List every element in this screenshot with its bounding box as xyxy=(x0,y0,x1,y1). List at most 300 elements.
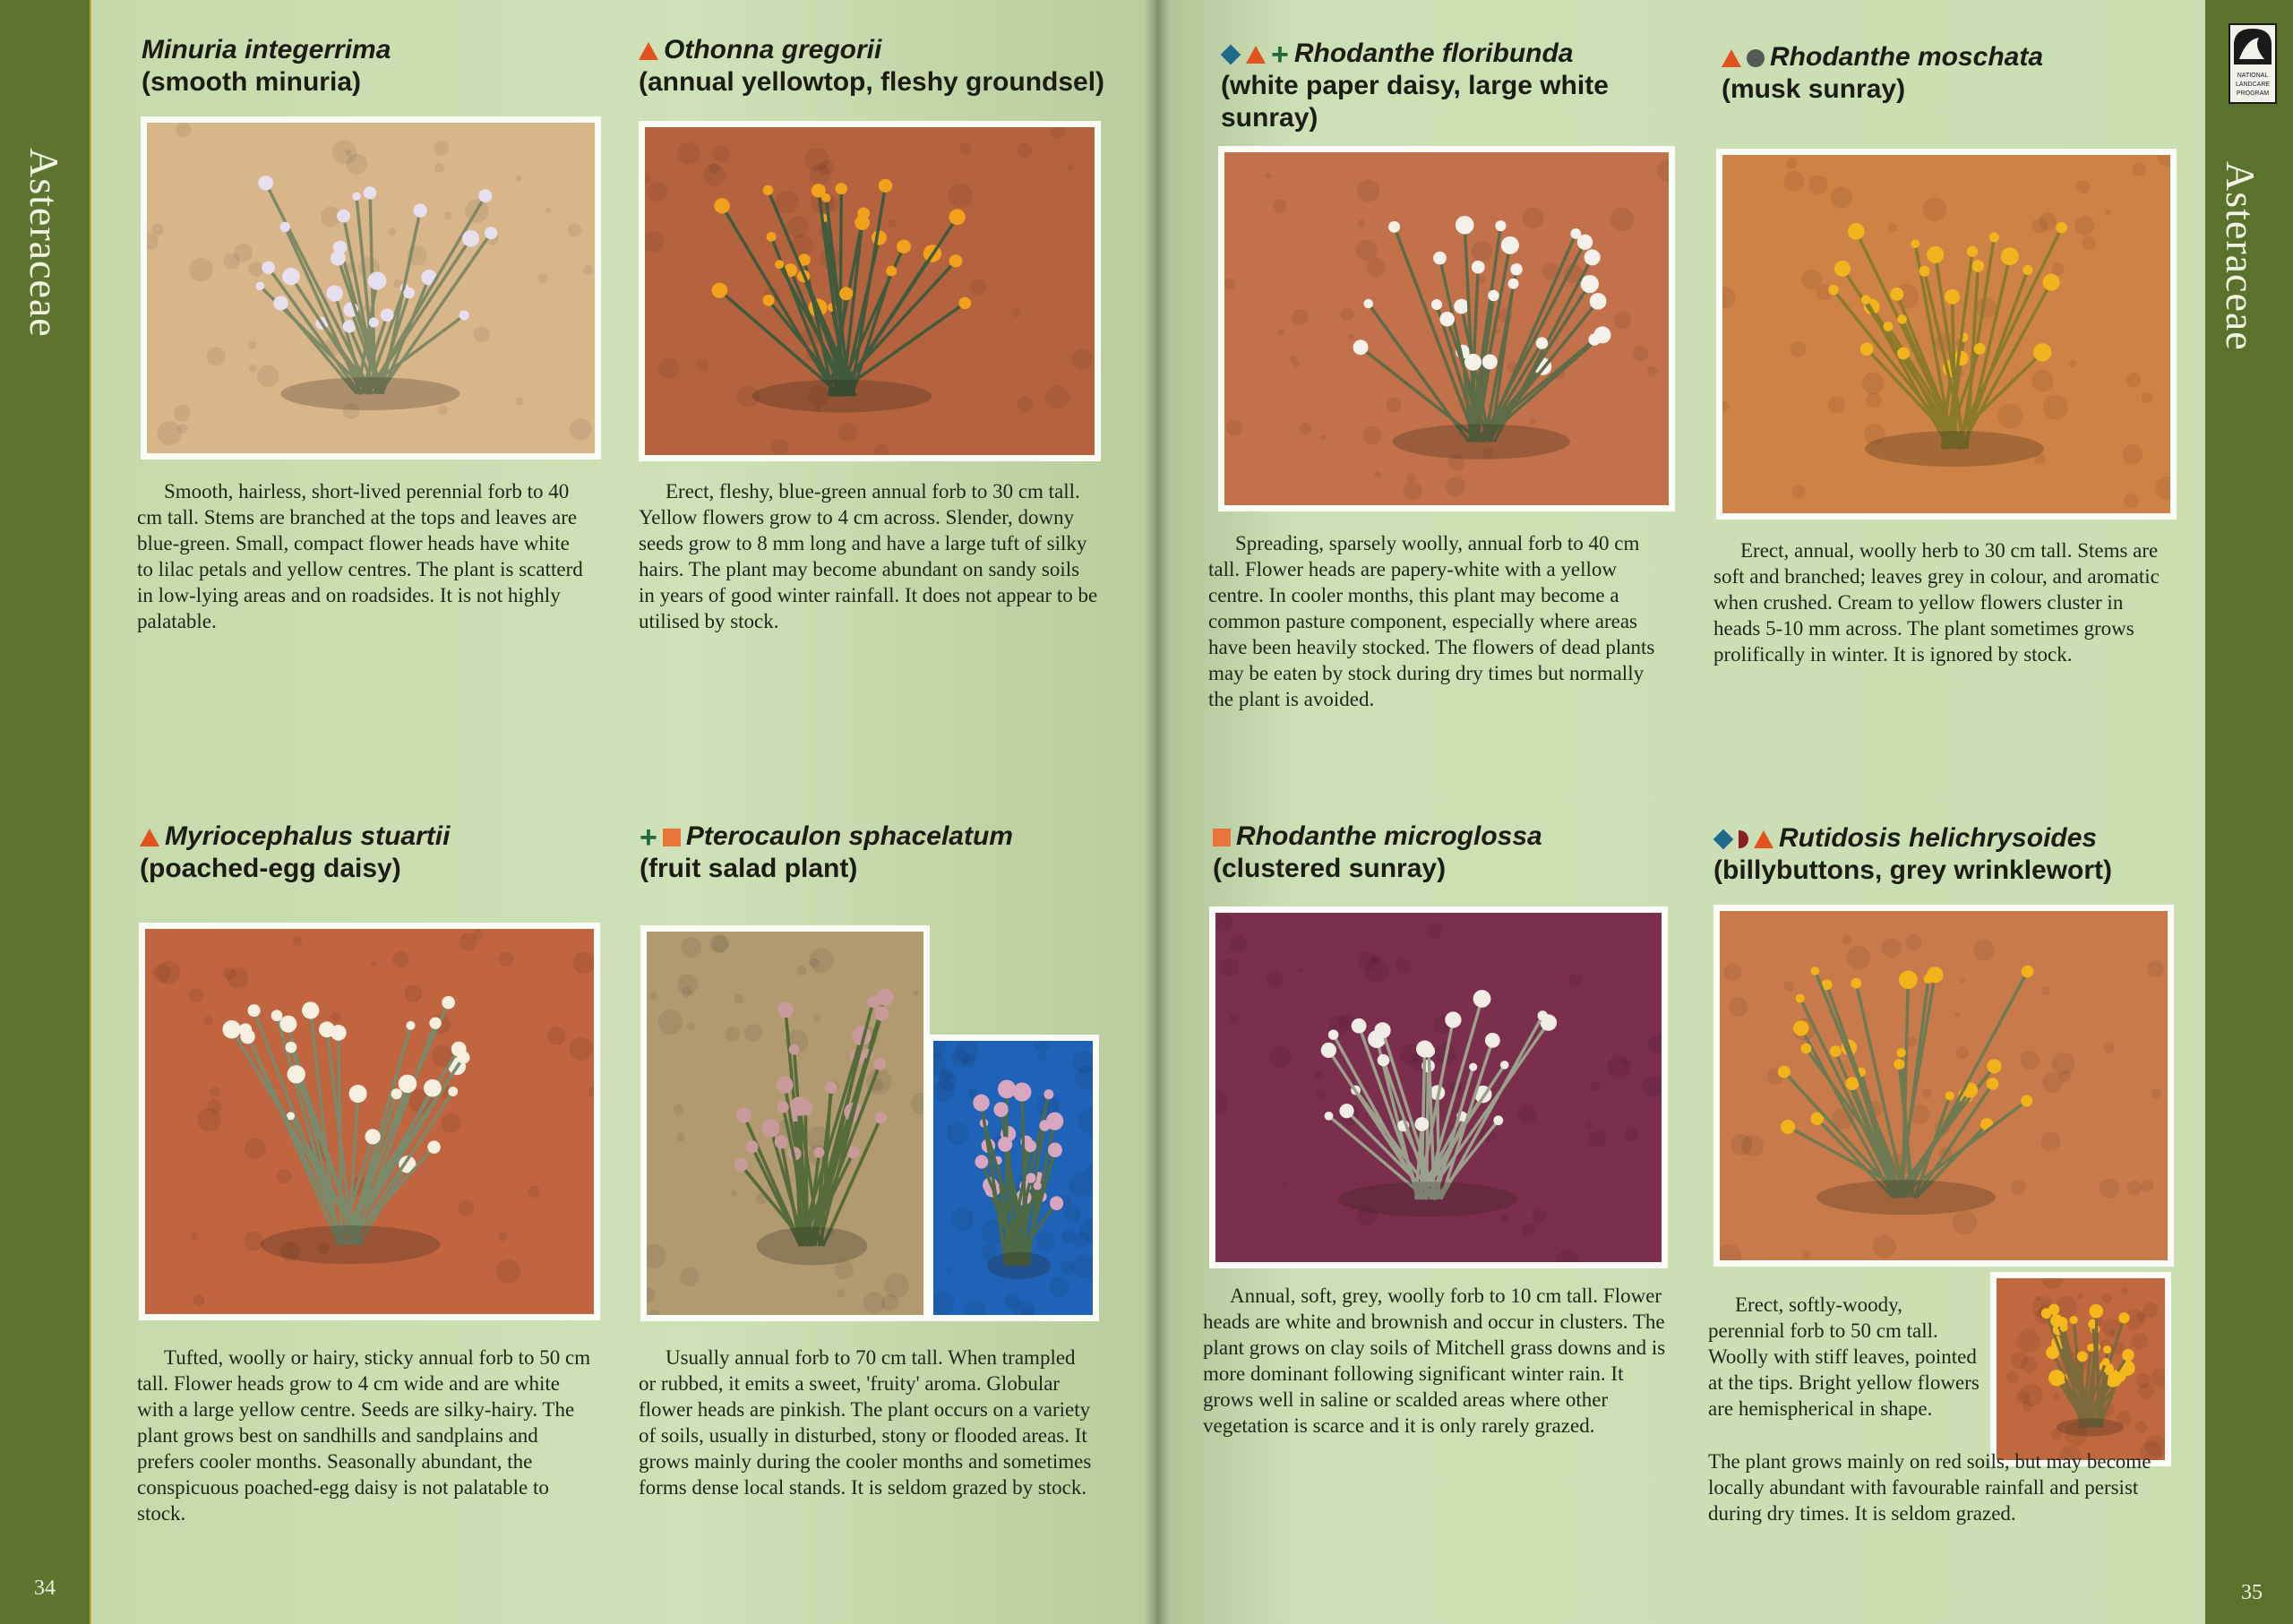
flower-head xyxy=(427,1140,440,1153)
ground-texture xyxy=(249,365,257,373)
flower-head xyxy=(2022,265,2032,275)
flower-head xyxy=(975,1155,988,1168)
flower-head xyxy=(222,1020,240,1038)
ground-texture xyxy=(676,1132,685,1141)
flower-head xyxy=(1884,322,1894,331)
flower-head xyxy=(1501,236,1519,254)
ground-texture xyxy=(1069,1173,1093,1197)
ground-texture xyxy=(1960,978,1965,984)
entry-description: Smooth, hairless, short-lived perennial forb to 40 cm tall. Stems are branched at the tops and leaves are blue-green. Small, compact flower heads have white to lilac petals and yellow centres. The plant is scatterd in low-lying areas and on roadsides. It is not highly palatable. xyxy=(137,480,583,632)
flower-head xyxy=(949,254,963,267)
ground-texture xyxy=(881,1294,898,1311)
flower-head xyxy=(875,1112,888,1124)
ground-texture xyxy=(2132,162,2145,176)
ground-texture xyxy=(1316,1071,1325,1080)
ground-texture xyxy=(1226,420,1242,436)
flower-head xyxy=(2122,1349,2134,1362)
plant-shadow xyxy=(752,380,932,413)
flower-head xyxy=(1378,1054,1390,1067)
flower-head xyxy=(1899,970,1918,989)
ground-texture xyxy=(1229,1014,1239,1024)
ground-texture xyxy=(189,988,203,1002)
ground-texture xyxy=(2135,1421,2148,1433)
flower-head xyxy=(369,317,379,327)
common-name: (fruit salad plant) xyxy=(640,854,858,883)
rutidosis-detail-photo xyxy=(1990,1272,2171,1466)
flower-head xyxy=(998,1079,1016,1098)
ground-texture xyxy=(1633,345,1649,361)
flower-head xyxy=(1464,354,1481,371)
ground-texture xyxy=(709,934,728,953)
flower-head xyxy=(1967,245,1978,256)
flower-head xyxy=(1793,1020,1809,1035)
ground-texture xyxy=(1265,173,1272,180)
flower-head xyxy=(302,1001,319,1018)
ground-texture xyxy=(474,326,490,342)
ground-texture xyxy=(730,1190,736,1196)
flower-head xyxy=(2089,1304,2103,1319)
flower-head xyxy=(1469,1063,1477,1071)
ground-texture xyxy=(248,262,263,277)
ground-texture xyxy=(1533,1209,1546,1223)
flower-head xyxy=(1584,249,1601,265)
ground-texture xyxy=(441,1113,460,1133)
ground-texture xyxy=(2083,236,2097,250)
ground-texture xyxy=(1801,1250,1810,1259)
flower-head xyxy=(1039,1120,1050,1131)
ground-texture xyxy=(392,951,409,967)
ground-texture xyxy=(1887,223,1897,233)
ground-texture xyxy=(2121,1287,2128,1294)
flower-head xyxy=(1919,266,1929,277)
ground-texture xyxy=(1290,355,1297,362)
ground-texture xyxy=(1367,258,1386,277)
flower-head xyxy=(1860,342,1874,356)
left-section-title: Asteraceae xyxy=(21,148,67,338)
flower-head xyxy=(459,310,469,320)
scientific-name: Othonna gregorii xyxy=(664,35,882,64)
triangle-symbol-icon xyxy=(140,829,159,846)
flower-head xyxy=(2033,343,2051,361)
flower-head xyxy=(897,239,911,253)
ground-texture xyxy=(1357,179,1379,202)
ground-texture xyxy=(813,1015,820,1022)
ground-texture xyxy=(191,1233,198,1240)
common-name: (poached-egg daisy) xyxy=(140,854,401,883)
flower-head xyxy=(280,222,290,232)
othonna-photo xyxy=(639,121,1101,461)
flower-head xyxy=(2021,1096,2032,1107)
ground-texture xyxy=(2006,1371,2019,1384)
flower-head xyxy=(998,1137,1012,1152)
ground-texture xyxy=(2069,360,2077,368)
ground-texture xyxy=(1784,981,1795,992)
flower-head xyxy=(1321,1043,1336,1058)
flower-head xyxy=(258,176,273,191)
flower-head xyxy=(1415,1117,1430,1131)
ground-texture xyxy=(207,1099,222,1114)
scientific-name: Rhodanthe floribunda xyxy=(1293,39,1574,68)
ground-texture xyxy=(499,951,514,967)
flower-head xyxy=(767,232,777,242)
ground-texture xyxy=(1872,1235,1895,1259)
scientific-name: Rhodanthe microglossa xyxy=(1236,821,1542,851)
flower-head xyxy=(1894,1059,1904,1070)
flower-head xyxy=(1897,347,1910,359)
ground-texture xyxy=(1320,434,1326,440)
flower-head xyxy=(1954,350,1969,365)
ground-texture xyxy=(244,1232,263,1251)
ground-texture xyxy=(2132,1333,2148,1349)
ground-texture xyxy=(775,190,799,213)
flower-head xyxy=(2118,1312,2129,1323)
ground-texture xyxy=(837,423,857,442)
entry-description: Spreading, sparsely woolly, annual forb to 40 cm tall. Flower heads are papery-white with a yellow centre. In cooler months, this plant may become a common pasture component, especially where areas have been heavily stocked. The flowers of dead plants may be eaten by stock during dry times but normally the plant is avoided. xyxy=(1208,532,1655,710)
ground-texture xyxy=(459,932,477,950)
ground-texture xyxy=(1584,1121,1593,1130)
ground-texture xyxy=(2108,1329,2115,1336)
flower-head xyxy=(448,1087,458,1096)
flower-head xyxy=(1352,1018,1367,1034)
entry-description: Erect, annual, woolly herb to 30 cm tall. Stems are soft and branched; leaves grey in colour, and aromatic when crushed. Cream to yellow flowers cluster in heads 5-10 mm across. The plant sometimes grows prolifically in winter. It is ignored by stock. xyxy=(1713,539,2160,666)
ground-texture xyxy=(1036,1232,1055,1250)
plant-shadow xyxy=(1865,431,2044,467)
rhodanthe-microglossa-photo xyxy=(1209,907,1668,1268)
ground-texture xyxy=(157,961,181,985)
ground-texture xyxy=(1050,1276,1069,1297)
flower-head xyxy=(2001,247,2019,265)
flower-head xyxy=(1778,1066,1791,1078)
ground-texture xyxy=(2124,494,2138,508)
flower-head xyxy=(827,1083,837,1094)
ground-texture xyxy=(2041,987,2050,996)
flower-head xyxy=(2077,1351,2088,1362)
flower-head xyxy=(288,1065,305,1083)
flower-head xyxy=(391,1088,402,1099)
flower-head xyxy=(1433,252,1447,265)
flower-head xyxy=(457,1051,469,1063)
ground-texture xyxy=(2076,180,2090,193)
ground-texture xyxy=(1037,1052,1047,1061)
ground-texture xyxy=(2040,1132,2060,1152)
flower-head xyxy=(1363,299,1373,308)
ground-texture xyxy=(2052,1053,2075,1075)
plant-shadow xyxy=(261,1225,440,1264)
diamond-symbol-icon xyxy=(1221,45,1241,65)
right-section-title: Asteraceae xyxy=(2218,161,2263,351)
entry-description: Annual, soft, grey, woolly forb to 10 cm tall. Flower heads are white and brownish and occur in clusters. The plant grows on clay soils of Mitchell grass downs and is more dominant following significant winter rain. It grows well in saline or scalded areas where other vegetation is scarce and it is only rarely grazed. xyxy=(1203,1285,1666,1437)
ground-texture xyxy=(193,1294,204,1306)
ground-texture xyxy=(1292,309,1309,325)
ground-texture xyxy=(1500,1214,1508,1222)
flower-head xyxy=(2070,1316,2078,1324)
ground-texture xyxy=(1017,397,1033,412)
flower-head xyxy=(478,189,492,202)
rutidosis-photo xyxy=(1713,905,2174,1267)
flower-head xyxy=(1989,232,1999,242)
flower-head xyxy=(2022,966,2034,978)
flower-head xyxy=(813,1147,824,1157)
ground-texture xyxy=(1830,186,1852,209)
flower-head xyxy=(958,297,971,309)
ground-texture xyxy=(2141,1180,2153,1192)
ground-texture xyxy=(2077,1293,2083,1300)
ground-texture xyxy=(2126,373,2142,388)
ground-texture xyxy=(1973,940,1995,961)
flower-head xyxy=(2060,1324,2068,1332)
myriocephalus-photo xyxy=(139,923,600,1320)
flower-head xyxy=(836,183,847,194)
flower-head xyxy=(352,193,361,201)
square-symbol-icon xyxy=(1213,829,1231,846)
plant-shadow xyxy=(280,377,459,410)
ground-texture xyxy=(228,967,249,988)
ground-texture xyxy=(568,223,582,236)
flower-head xyxy=(462,230,479,247)
ground-texture xyxy=(647,182,667,202)
flower-head xyxy=(711,283,727,298)
rhodanthe-floribunda-photo xyxy=(1218,146,1675,511)
flower-head xyxy=(1454,299,1469,314)
flower-head xyxy=(1493,1115,1503,1125)
ground-texture xyxy=(1530,417,1536,424)
ground-texture xyxy=(1954,1011,1960,1017)
ground-texture xyxy=(157,421,181,445)
flower-head xyxy=(1577,235,1593,250)
ground-texture xyxy=(2123,444,2143,465)
entry-title-rutidosis xyxy=(1713,822,2188,887)
ground-texture xyxy=(681,937,701,958)
flower-head xyxy=(874,1006,889,1020)
flower-head xyxy=(255,282,264,291)
flower-head xyxy=(1927,967,1943,983)
flower-head xyxy=(399,1075,417,1093)
scientific-name: Rutidosis helichrysoides xyxy=(1779,823,2098,853)
ground-texture xyxy=(2011,1352,2028,1369)
flower-head xyxy=(424,1079,442,1097)
flower-head xyxy=(973,1095,989,1112)
ground-texture xyxy=(734,994,744,1004)
ground-texture xyxy=(2101,1293,2112,1303)
flower-head xyxy=(1800,1044,1811,1054)
flower-head xyxy=(855,216,870,230)
ground-texture xyxy=(1215,914,1233,932)
ground-texture xyxy=(1827,396,1844,413)
ground-texture xyxy=(1808,176,1827,194)
square-symbol-icon xyxy=(663,829,681,846)
entry-title-rhodanthe-microglossa xyxy=(1213,821,1661,885)
ground-texture xyxy=(2141,392,2152,404)
flower-head xyxy=(286,1042,297,1053)
ground-texture xyxy=(2127,1181,2143,1195)
flower-head xyxy=(1026,1173,1035,1182)
ground-texture xyxy=(248,340,256,348)
ground-texture xyxy=(1723,963,1741,981)
common-name: (white paper daisy, large white sunray) xyxy=(1221,71,1609,133)
ground-texture xyxy=(950,1207,974,1232)
ground-texture xyxy=(570,1037,593,1061)
flower-head xyxy=(349,1085,367,1103)
ground-texture xyxy=(1072,349,1094,370)
entry-title-pterocaulon xyxy=(640,821,1105,885)
flower-head xyxy=(879,179,893,193)
ground-texture xyxy=(151,224,164,236)
ground-texture xyxy=(786,216,809,237)
ground-texture xyxy=(1976,297,1997,319)
ground-texture xyxy=(371,961,376,967)
flower-head xyxy=(1456,216,1474,234)
flower-head xyxy=(1781,1120,1795,1134)
ground-texture xyxy=(2035,1296,2040,1302)
flower-head xyxy=(403,288,415,298)
flower-head xyxy=(368,271,387,289)
flower-head xyxy=(2048,1370,2065,1386)
common-name: (billybuttons, grey wrinklewort) xyxy=(1713,855,2113,885)
ground-texture xyxy=(809,948,833,973)
flower-head xyxy=(1987,1078,1999,1089)
ground-texture xyxy=(1953,1210,1977,1234)
plus-symbol-icon: + xyxy=(640,821,657,855)
flower-head xyxy=(1013,1082,1032,1101)
ground-texture xyxy=(697,359,709,372)
flower-head xyxy=(886,266,897,277)
flower-head xyxy=(319,1021,335,1037)
flower-head xyxy=(1374,1022,1390,1038)
flower-head xyxy=(993,1102,1008,1117)
flower-head xyxy=(1828,285,1838,295)
flower-head xyxy=(1896,1048,1906,1057)
flower-head xyxy=(1590,293,1607,310)
flower-head xyxy=(777,1077,794,1094)
ground-texture xyxy=(207,347,226,365)
ground-texture xyxy=(1568,974,1582,987)
flower-head xyxy=(1971,260,1984,272)
ground-texture xyxy=(1278,329,1284,335)
ground-texture xyxy=(1300,423,1311,434)
entry-description: Erect, fleshy, blue-green annual forb to 30 cm tall. Yellow flowers grow to 4 cm across. Slender, downy seeds grow to 8 mm long and have a large tuft of silky hairs. The plant may become abundant on sandy soils in years of good winter rainfall. It does not appear to be utilised by stock. xyxy=(639,480,1098,632)
ground-texture xyxy=(1230,935,1247,952)
ground-texture xyxy=(1220,958,1238,976)
rhodanthe-moschata-photo xyxy=(1716,149,2177,520)
flower-head xyxy=(326,285,342,301)
ground-texture xyxy=(1064,1206,1082,1224)
ground-texture xyxy=(293,936,303,946)
ground-texture xyxy=(498,1232,507,1241)
ground-texture xyxy=(889,219,897,228)
plant-shadow xyxy=(1816,1180,1996,1215)
ground-texture xyxy=(331,1012,340,1022)
ground-texture xyxy=(177,424,187,434)
minuria-photo xyxy=(141,116,601,460)
ground-texture xyxy=(1783,171,1804,192)
ground-texture xyxy=(515,398,523,406)
flower-head xyxy=(2103,1345,2111,1353)
ground-texture xyxy=(583,265,593,275)
ground-texture xyxy=(537,273,547,283)
ground-texture xyxy=(1274,199,1287,212)
ground-texture xyxy=(245,1138,266,1159)
ground-texture xyxy=(1614,312,1631,329)
flower-head xyxy=(442,996,455,1010)
flower-head xyxy=(1987,1059,2001,1073)
pterocaulon-detail-photo xyxy=(927,1035,1099,1321)
circle-symbol-icon xyxy=(1747,49,1765,67)
plant-stem xyxy=(1006,1089,1007,1266)
ground-texture xyxy=(347,154,367,175)
ground-texture xyxy=(516,176,522,182)
plant-shadow xyxy=(757,1227,868,1266)
scientific-name: Minuria integerrima xyxy=(142,35,391,64)
flower-head xyxy=(413,203,427,217)
ground-texture xyxy=(677,974,698,994)
ground-texture xyxy=(948,184,973,208)
flower-head xyxy=(1848,223,1865,240)
landcare-logo xyxy=(2229,23,2277,104)
ground-texture xyxy=(1375,471,1381,477)
flower-head xyxy=(331,251,346,266)
ground-texture xyxy=(1061,1230,1076,1244)
ground-texture xyxy=(657,1010,683,1035)
ground-texture xyxy=(947,1122,969,1146)
ground-texture xyxy=(1792,485,1806,498)
scientific-name: Rhodanthe moschata xyxy=(1770,42,2044,72)
ground-texture xyxy=(434,163,444,173)
ground-texture xyxy=(2016,1390,2030,1404)
ground-texture xyxy=(1317,1090,1327,1100)
ground-texture xyxy=(726,1027,740,1042)
flower-head xyxy=(2102,1358,2110,1366)
ground-texture xyxy=(257,365,279,387)
ground-texture xyxy=(1791,341,1807,357)
half-circle-symbol-icon xyxy=(1739,830,1748,848)
entry-description: Usually annual forb to 70 cm tall. When trampled or rubbed, it emits a sweet, 'fruity' aroma. Globular flower heads are pinkish. The plant occurs on a variety of soils, usually in disturbed, stony or flooded areas. It grows mainly during the cooler months and sometimes forms dense local stands. It is seldom grazed by stock. xyxy=(639,1346,1092,1499)
flower-head xyxy=(874,1058,886,1070)
common-name: (clustered sunray) xyxy=(1213,854,1447,883)
ground-texture xyxy=(1610,208,1634,231)
ground-texture xyxy=(1522,1223,1535,1236)
right-page-number: 35 xyxy=(2241,1581,2263,1604)
ground-texture xyxy=(1281,1181,1287,1187)
ground-texture xyxy=(703,164,726,186)
flower-head xyxy=(1048,1143,1062,1157)
ground-texture xyxy=(2031,370,2054,392)
left-section-band xyxy=(0,0,91,1624)
flower-head xyxy=(1439,312,1455,326)
flower-head xyxy=(777,1002,793,1018)
ground-texture xyxy=(674,1104,684,1114)
flower-head xyxy=(1482,355,1498,370)
plant-shadow xyxy=(2057,1418,2124,1436)
ground-texture xyxy=(2017,1329,2040,1353)
ground-texture xyxy=(946,1266,952,1272)
ground-texture xyxy=(649,992,657,1000)
ground-texture xyxy=(528,1186,540,1198)
ground-texture xyxy=(2054,1393,2061,1400)
ground-texture xyxy=(1922,197,1946,221)
ground-texture xyxy=(438,405,448,415)
flower-head xyxy=(1974,343,1986,355)
flower-head xyxy=(1911,239,1919,248)
ground-texture xyxy=(1624,1128,1638,1142)
triangle-symbol-icon xyxy=(1722,49,1741,67)
flower-head xyxy=(1488,290,1499,301)
ground-texture xyxy=(1387,398,1402,412)
ground-texture xyxy=(2105,210,2110,215)
flower-head xyxy=(777,1101,789,1113)
triangle-symbol-icon xyxy=(639,42,658,60)
triangle-symbol-icon xyxy=(1246,46,1266,64)
triangle-symbol-icon xyxy=(1754,830,1773,848)
